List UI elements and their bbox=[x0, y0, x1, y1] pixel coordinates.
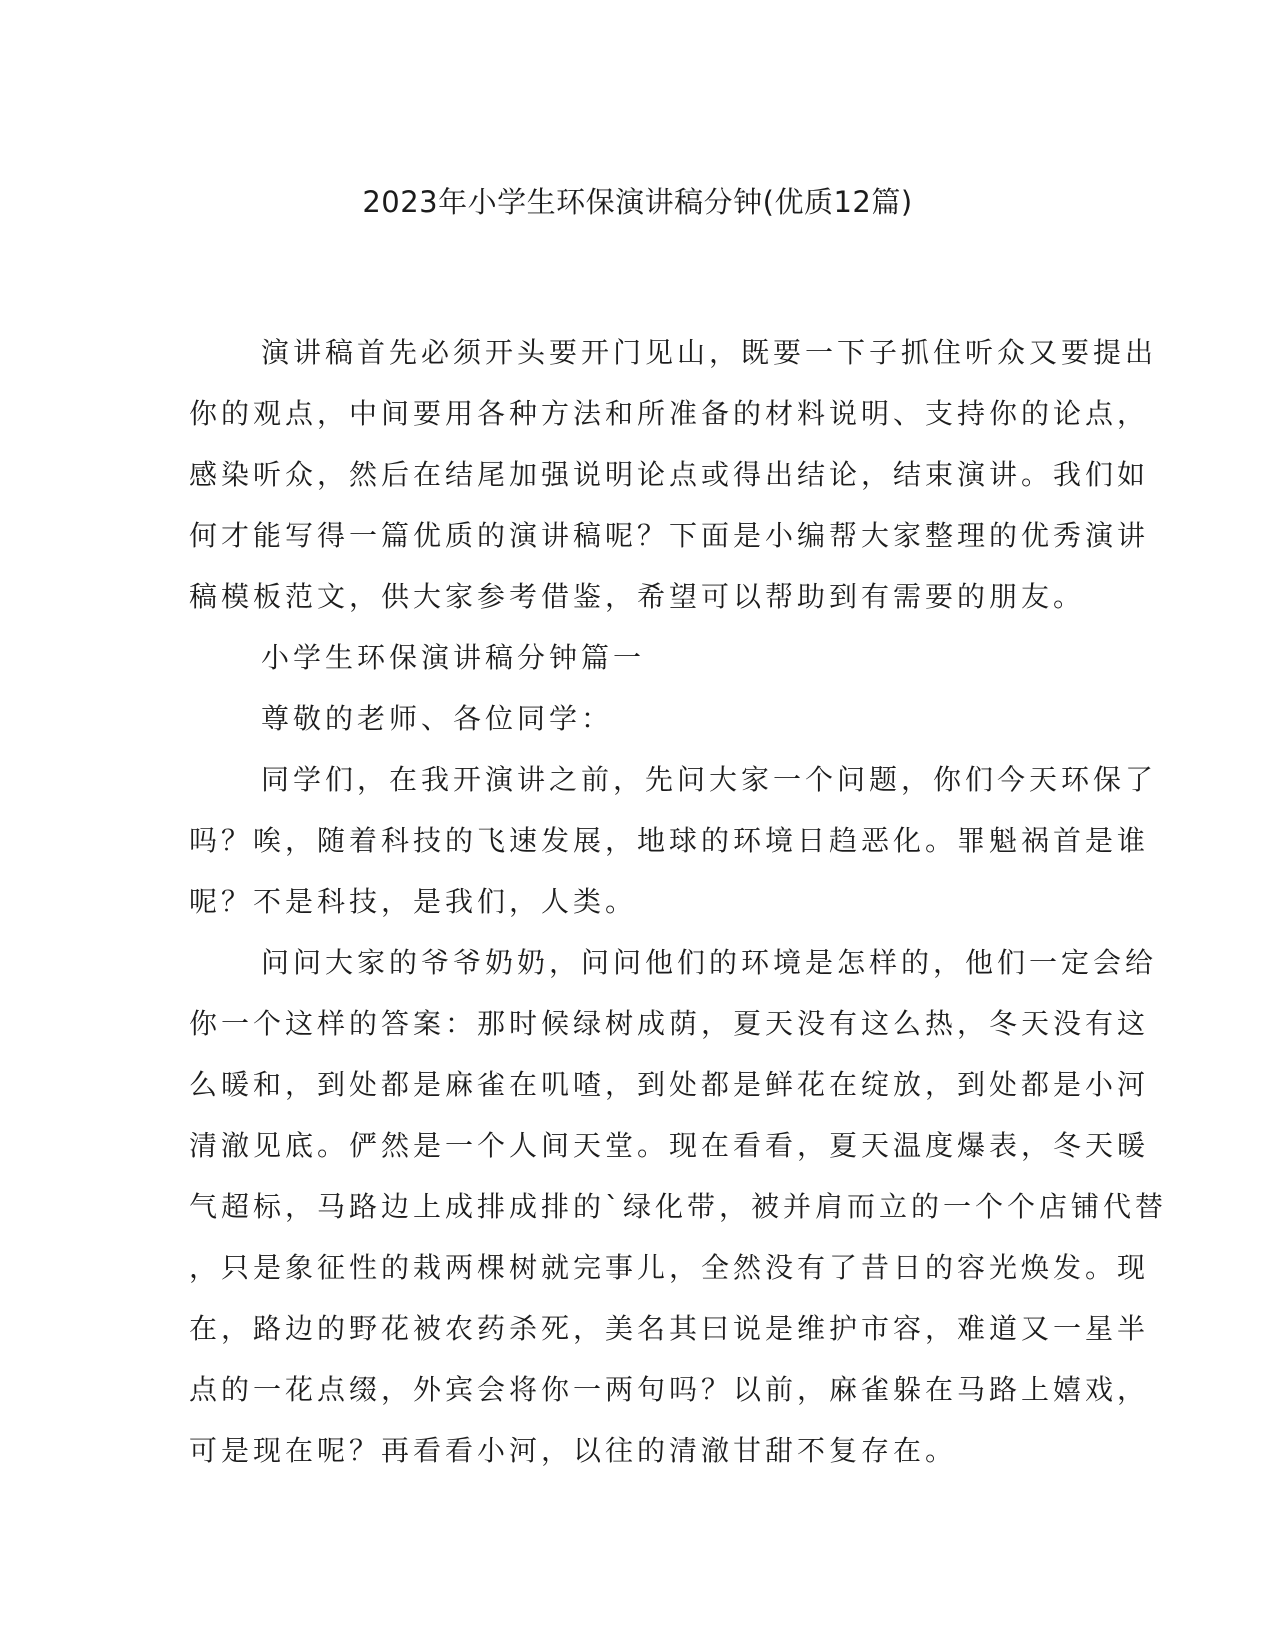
paragraph-line: 你的观点，中间要用各种方法和所准备的材料说明、支持你的论点， bbox=[189, 397, 1150, 430]
paragraph-line: 你一个这样的答案：那时候绿树成荫，夏天没有这么热，冬天没有这 bbox=[189, 1007, 1150, 1040]
paragraph-line: 在，路边的野花被农药杀死，美名其曰说是维护市容，难道又一星半 bbox=[189, 1312, 1150, 1345]
paragraph-line: ，只是象征性的栽两棵树就完事儿，全然没有了昔日的容光焕发。现 bbox=[189, 1251, 1150, 1284]
paragraph-line: 呢？不是科技，是我们，人类。 bbox=[189, 885, 638, 918]
paragraph-line: 点的一花点缀，外宾会将你一两句吗？以前，麻雀躲在马路上嬉戏， bbox=[189, 1373, 1150, 1406]
paragraph-line: 演讲稿首先必须开头要开门见山，既要一下子抓住听众又要提出 bbox=[261, 336, 1158, 369]
paragraph-line: 么暖和，到处都是麻雀在叽喳，到处都是鲜花在绽放，到处都是小河 bbox=[189, 1068, 1150, 1101]
paragraph-line: 吗？唉，随着科技的飞速发展，地球的环境日趋恶化。罪魁祸首是谁 bbox=[189, 824, 1150, 857]
paragraph-line: 感染听众，然后在结尾加强说明论点或得出结论，结束演讲。我们如 bbox=[189, 458, 1150, 491]
salutation: 尊敬的老师、各位同学： bbox=[261, 702, 614, 735]
paragraph-line: 气超标，马路边上成排成排的`绿化带，被并肩而立的一个个店铺代替 bbox=[189, 1190, 1168, 1223]
paragraph-line: 同学们，在我开演讲之前，先问大家一个问题，你们今天环保了 bbox=[261, 763, 1158, 796]
document-body bbox=[189, 322, 1168, 1481]
paragraph-line: 问问大家的爷爷奶奶，问问他们的环境是怎样的，他们一定会给 bbox=[261, 946, 1158, 979]
paragraph-line: 可是现在呢？再看看小河，以往的清澈甘甜不复存在。 bbox=[189, 1434, 958, 1467]
paragraph-line: 清澈见底。俨然是一个人间天堂。现在看看，夏天温度爆表，冬天暖 bbox=[189, 1129, 1150, 1162]
section-heading: 小学生环保演讲稿分钟篇一 bbox=[261, 641, 646, 674]
paragraph-line: 稿模板范文，供大家参考借鉴，希望可以帮助到有需要的朋友。 bbox=[189, 580, 1086, 613]
paragraph-line: 何才能写得一篇优质的演讲稿呢？下面是小编帮大家整理的优秀演讲 bbox=[189, 519, 1150, 552]
document-title: 2023年小学生环保演讲稿分钟(优质12篇) bbox=[362, 185, 913, 219]
